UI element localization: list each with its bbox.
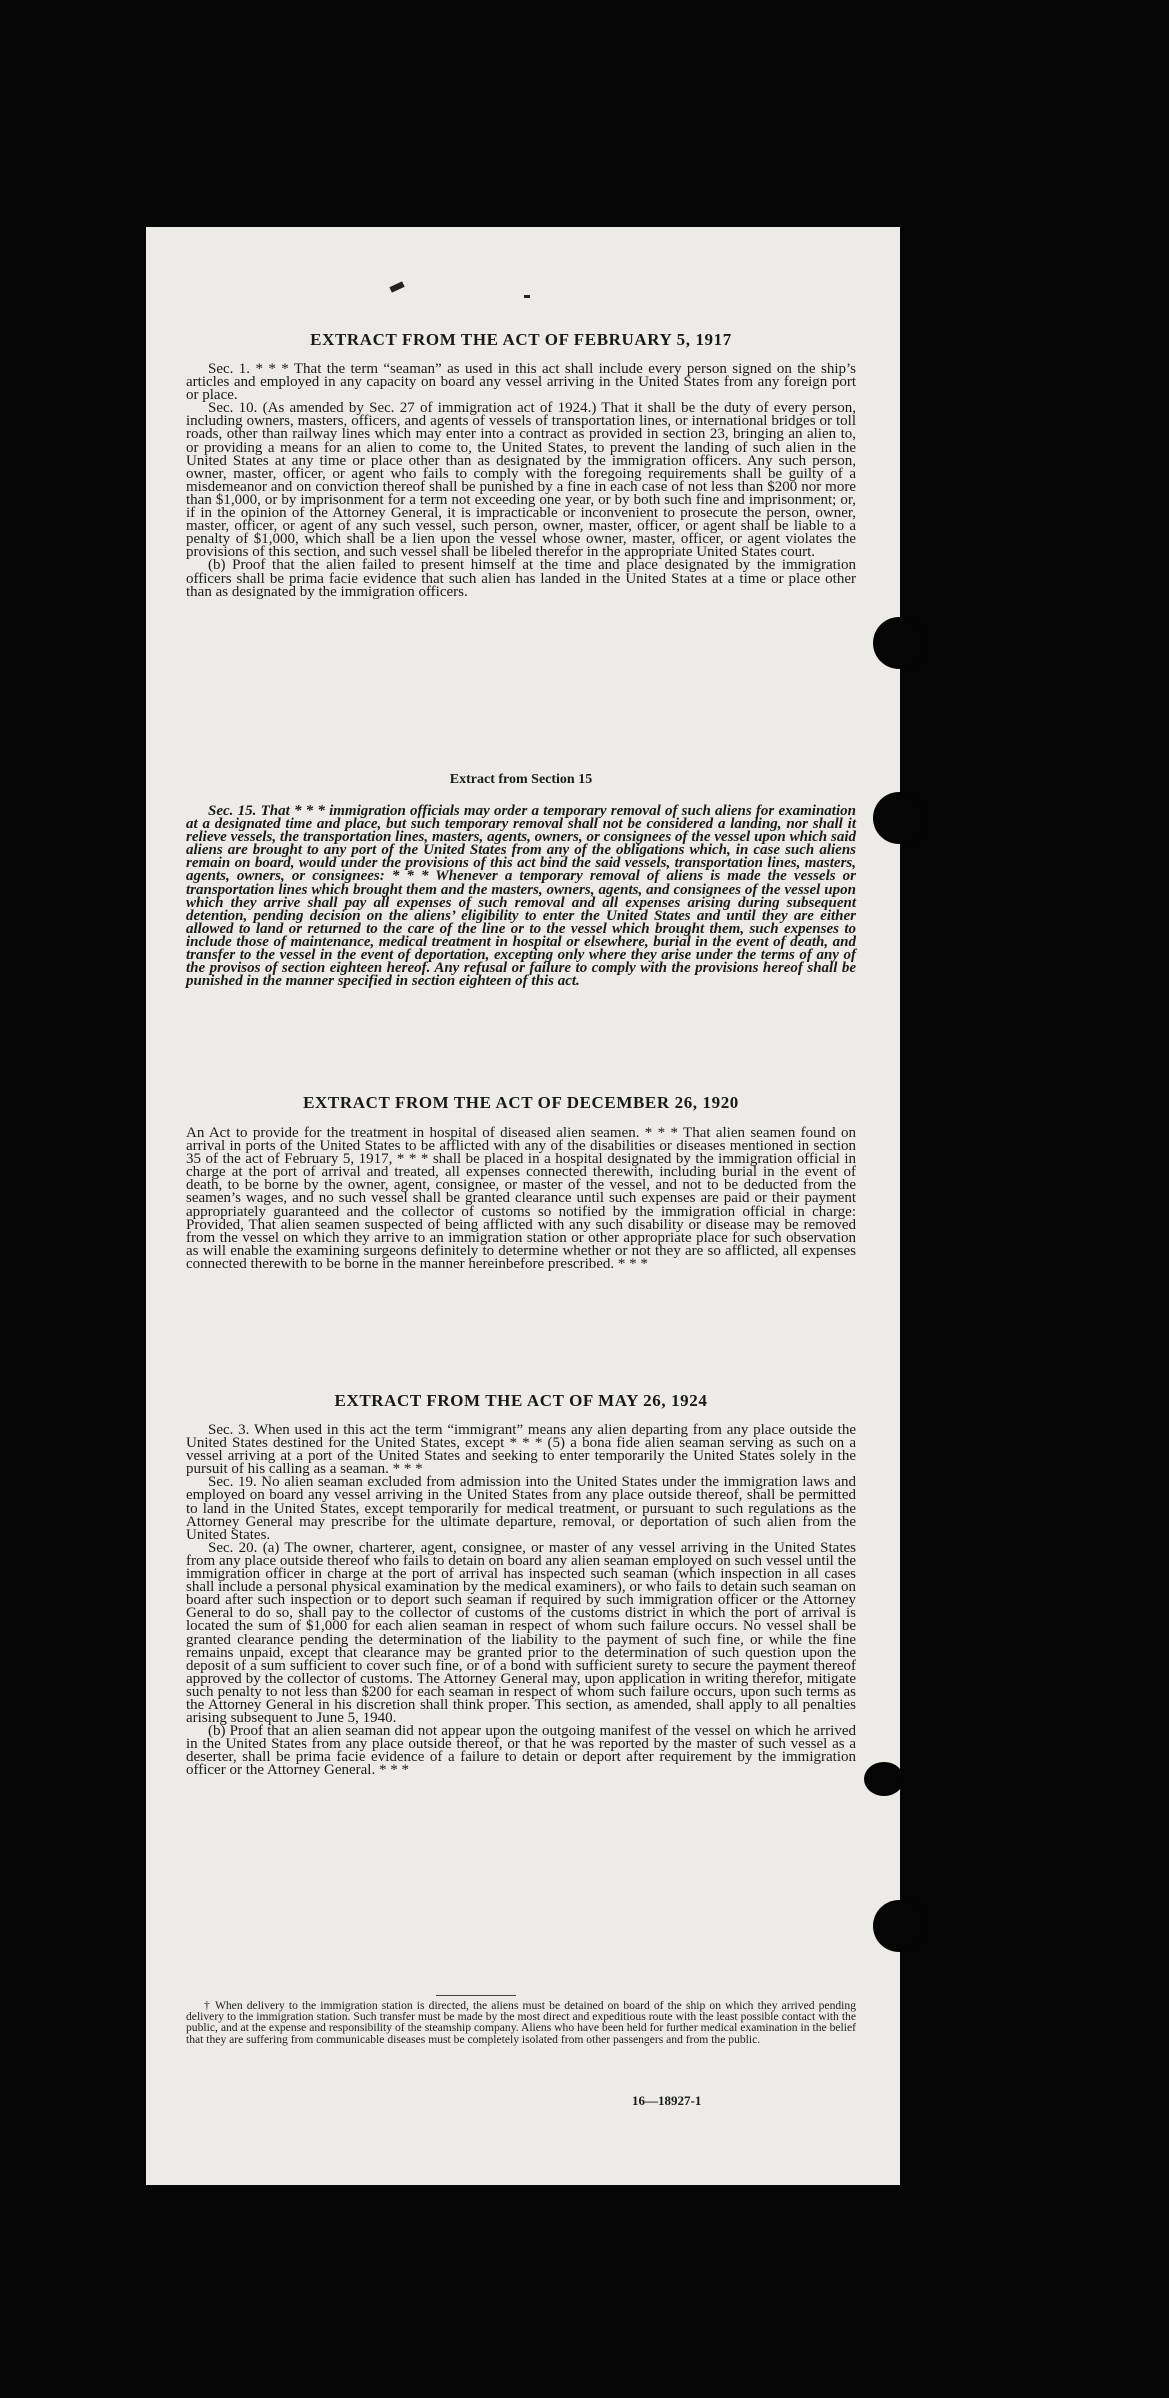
- ink-speck: [524, 295, 530, 298]
- section-title: EXTRACT FROM THE ACT OF DECEMBER 26, 1920: [303, 1093, 739, 1112]
- footnote-rule: [436, 1995, 516, 1996]
- paragraph: Sec. 10. (As amended by Sec. 27 of immigration act of 1924.) That it shall be the duty of every person, including owners, masters, officers, and agents of vessels of transportation lines, or international bridges or toll roads, other than railway lines which may enter into a contract as provided in section 23, bringing an alien to, or providing a means for an alien to come to, the United States, to prevent the landing of such alien in the United States at any time or place other than as designated by the immigration officers. Any such person, owner, master, officer, or agent who fails to comply with the foregoing requirements shall be guilty of a misdemeanor and on conviction thereof shall be punished by a fine in each case of not less than $200 nor more than $1,000, or by imprisonment for a term not exceeding one year, or by both such fine and imprisonment; or, if in the opinion of the Attorney General, it is impracticable or inconvenient to prosecute the person, owner, master, officer, or agent of any such vessel, such person, owner, master, officer, or agent shall be liable to a penalty of $1,000, which shall be a lien upon the vessel whose owner, master, officer, or agent violates the provisions of this section, and such vessel shall be libeled therefor in the appropriate United States court.: [186, 400, 856, 561]
- punch-hole: [873, 617, 925, 669]
- section-title: EXTRACT FROM THE ACT OF MAY 26, 1924: [334, 1391, 708, 1410]
- form-number: 16—18927-1: [632, 2093, 702, 2108]
- section-title: EXTRACT FROM THE ACT OF FEBRUARY 5, 1917: [310, 330, 732, 349]
- paragraph: Sec. 1. * * * That the term “seaman” as used in this act shall include every person signed on the ship’s articles and employed in any capacity on board any vessel arriving in the United States from any foreign port or place.: [186, 361, 856, 404]
- document-page: [146, 227, 900, 2185]
- paragraph: Sec. 20. (a) The owner, charterer, agent, consignee, or master of any vessel arriving in the United States from any place outside thereof who fails to detain on board any alien seaman employed on such vessel until the immigration officer in charge at the port of arrival has inspected such seaman (which inspection in all cases shall include a personal physical examination by the medical examiners), or who fails to detain such seaman on board after such inspection or to deport such seaman if required by such immigration officer or the Attorney General to do so, shall pay to the collector of customs of the customs district in which the port of arrival is located the sum of $1,000 for each alien seaman in respect of whom such failure occurs. No vessel shall be granted clearance pending the determination of the liability to the payment of such fine, or while the fine remains unpaid, except that clearance may be granted prior to the determination of such question upon the deposit of a sum sufficient to cover such fine, or of a bond with sufficient surety to secure the payment thereof approved by the collector of customs. The Attorney General may, upon application in writing therefor, mitigate such penalty to not less than $200 for each seaman in respect of whom such failure occurs, upon such terms as the Attorney General in his discretion shall think proper. This section, as amended, shall apply to all penalties arising subsequent to June 5, 1940.: [186, 1539, 856, 1727]
- paragraph: (b) Proof that the alien failed to present himself at the time and place designated by the immigration officers shall be prima facie evidence that such alien has landed in the United States at a time or place other than as designated by the immigration officers.: [186, 557, 856, 600]
- paragraph: (b) Proof that an alien seaman did not appear upon the outgoing manifest of the vessel on which he arrived in the United States from any place outside thereof, or that he was reported by the master of such vessel as a deserter, shall be prima facie evidence of a failure to detain or deport after requirement by the immigration officer or the Attorney General. * * *: [186, 1723, 856, 1779]
- ink-speck: [389, 281, 404, 292]
- paragraph: An Act to provide for the treatment in hospital of diseased alien seamen. * * * That alien seamen found on arrival in ports of the United States to be afflicted with any of the disabilities or diseases mentioned in section 35 of the act of February 5, 1917, * * * shall be placed in a hospital designated by the immigration official in charge at the port of arrival and treated, all expenses connected therewith, including burial in the event of death, to be borne by the owner, agent, consignee, or master of the vessel, and not to be deducted from the seamen’s wages, and no such vessel shall be granted clearance until such expenses are paid or their payment appropriately guaranteed and the collector of customs so notified by the immigration official in charge: Provided, That alien seamen suspected of being afflicted with any such disability or disease may be removed from the vessel on which they arrive to an immigration station or other appropriate place for such observation as will enable the examining surgeons definitely to determine whether or not they are so afflicted, all expenses connected therewith to be borne in the manner hereinbefore prescribed. * * *: [186, 1125, 856, 1272]
- paragraph: Sec. 19. No alien seaman excluded from admission into the United States under the immigration laws and employed on board any vessel arriving in the United States from any place outside thereof, shall be permitted to land in the United States, except temporarily for medical treatment, or pursuant to such regulations as the Attorney General may prescribe for the ultimate departure, removal, or deportation of such alien from the United States.: [186, 1474, 856, 1543]
- section-subtitle: Extract from Section 15: [449, 772, 593, 787]
- paragraph: Sec. 15. That * * * immigration officials may order a temporary removal of such aliens for examination at a designated time and place, but such temporary removal shall not be considered a landing, nor shall it relieve vessels, the transportation lines, masters, agents, owners, or consignees of the vessel upon which said aliens are brought to any port of the United States from any of the obligations which, in case such aliens remain on board, would under the provisions of this act bind the said vessels, transportation lines, masters, agents, owners, or consignees: * * * Whenever a temporary removal of aliens is made the vessels or transportation lines which brought them and the masters, owners, agents, and consignees of the vessel upon which they arrive shall pay all expenses of such removal and all expenses arising during subsequent detention, pending decision on the aliens’ eligibility to enter the United States and until they are either allowed to land or returned to the care of the line or to the vessel which brought them, such expenses to include those of maintenance, medical treatment in hospital or elsewhere, burial in the event of death, and transfer to the vessel in the event of deportation, excepting only where they arise under the terms of any of the provisos of section eighteen hereof. Any refusal or failure to comply with the provisions hereof shall be punished in the manner specified in section eighteen of this act.: [186, 803, 856, 990]
- paragraph: Sec. 3. When used in this act the term “immigrant” means any alien departing from any place outside the United States destined for the United States, except * * * (5) a bona fide alien seaman serving as such on a vessel arriving at a port of the United States and seeking to enter temporarily the United States solely in the pursuit of his calling as a seaman. * * *: [186, 1422, 856, 1478]
- footnote: † When delivery to the immigration station is directed, the aliens must be detained on board of the ship on which they arrived pending delivery to the immigration station. Such transfer must be made by the most direct and expeditious route with the least possible contact with the public, and at the expense and responsibility of the steamship company. Aliens who have been held for further medical examination in the belief that they are suffering from communicable diseases must be completely isolated from other passengers and from the public.: [186, 1999, 856, 2046]
- punch-hole: [873, 792, 925, 844]
- punch-hole: [873, 1900, 925, 1952]
- punch-hole: [864, 1762, 904, 1796]
